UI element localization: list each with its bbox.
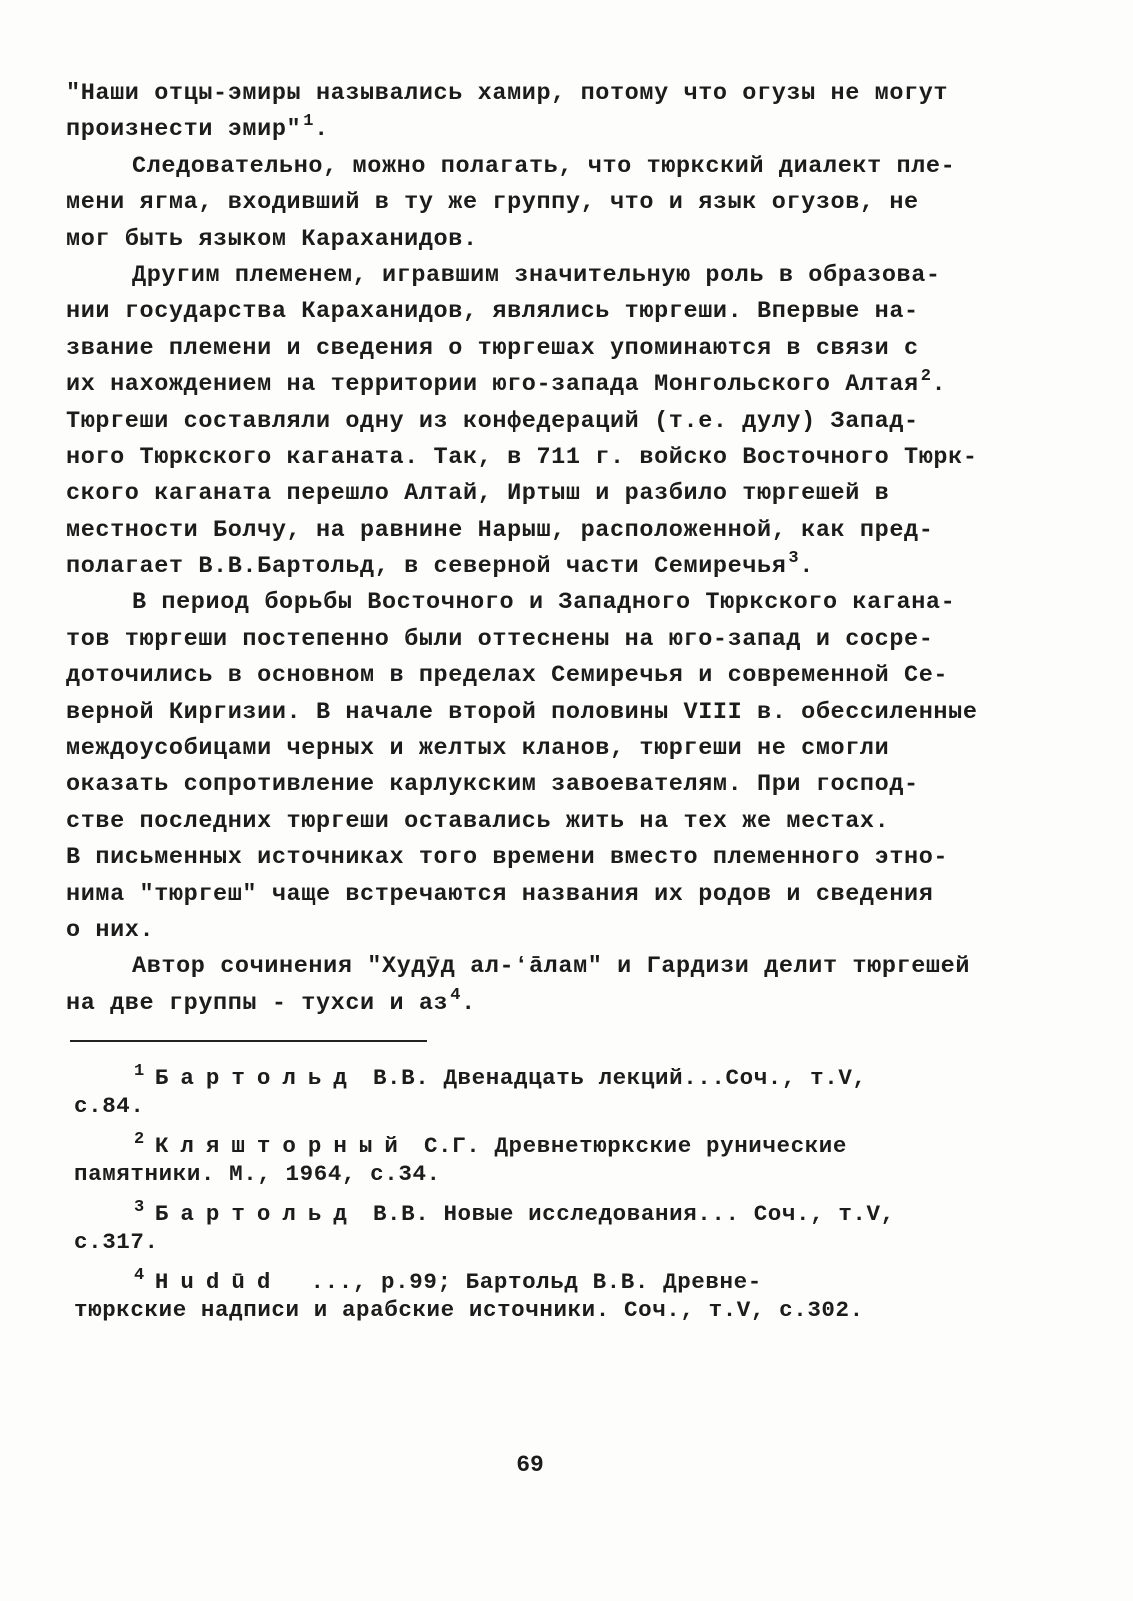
footnote-line — [70, 1055, 1050, 1089]
text-line-content: их нахождением на территории юго-запада Монгольского Алтая — [66, 371, 919, 399]
footnote-line — [70, 1191, 1050, 1225]
text-line — [66, 549, 1046, 585]
text-line — [66, 185, 1046, 221]
text-line-content: о них. — [66, 916, 155, 944]
text-line — [66, 513, 1046, 549]
footnote-reference: 1 — [303, 112, 315, 132]
footnote-text: ..., p.99; Бартольд В.В. Древне- — [282, 1269, 762, 1295]
text-line-content: тов тюргеши постепенно были оттеснены на юго-запад и сосре- — [66, 625, 934, 653]
footnote-reference: 2 — [920, 367, 932, 387]
text-line-content: оказать сопротивление карлукским завоевателям. При господ- — [66, 771, 919, 799]
text-line-content: мени ягма, входивший в ту же группу, что и язык огузов, не — [66, 189, 919, 217]
main-text — [66, 76, 1046, 1022]
footnotes — [70, 1055, 1050, 1327]
text-line — [66, 877, 1046, 913]
text-line — [66, 986, 1046, 1022]
text-line — [66, 149, 1046, 185]
text-line-tail: . — [799, 553, 814, 581]
text-line-content: на две группы - тухси и аз — [66, 989, 449, 1017]
text-line-content: Тюргеши составляли одну из конфедераций (т.е. дулу) Запад- — [66, 407, 919, 435]
text-line — [66, 840, 1046, 876]
footnote-author: Бартольд — [154, 1201, 359, 1227]
text-line-content: произнести эмир" — [66, 116, 302, 144]
footnote-number: 2 — [134, 1130, 145, 1149]
text-line-tail: . — [314, 116, 329, 144]
text-line — [66, 804, 1046, 840]
text-line — [66, 913, 1046, 949]
text-line — [66, 585, 1046, 621]
text-line — [66, 440, 1046, 476]
text-line-content: верной Киргизии. В начале второй половины VIII в. обессиленные — [66, 698, 978, 726]
text-line-content: ного Тюркского каганата. Так, в 711 г. войско Восточного Тюрк- — [66, 443, 978, 471]
footnote-number: 3 — [134, 1198, 145, 1217]
text-line — [66, 622, 1046, 658]
text-line-content: Другим племенем, игравшим значительную роль в образова- — [132, 261, 941, 289]
text-line — [66, 258, 1046, 294]
text-line-tail: . — [461, 989, 476, 1017]
text-line-content: местности Болчу, на равнине Нарыш, расположенной, как пред- — [66, 516, 934, 544]
footnote-text: В.В. Двенадцать лекций...Соч., т.V, — [358, 1065, 867, 1091]
text-line-content: полагает В.В.Бартольд, в северной части Семиречья — [66, 553, 787, 581]
text-line-content: "Наши отцы-эмиры назывались хамир, потому что огузы не могут — [66, 80, 949, 107]
footnote-reference: 4 — [450, 985, 462, 1005]
text-line-content: стве последних тюргеши оставались жить на тех же местах. — [66, 807, 890, 835]
text-line — [66, 294, 1046, 330]
footnote-continuation: с.317. — [74, 1229, 159, 1255]
footnote-reference: 3 — [788, 549, 800, 569]
text-line — [66, 76, 1046, 112]
text-line — [66, 949, 1046, 985]
text-line — [66, 222, 1046, 258]
text-line-content: нима "тюргеш" чаще встречаются названия их родов и сведения — [66, 880, 934, 908]
text-line-tail: . — [931, 371, 947, 399]
footnote-line — [70, 1123, 1050, 1157]
text-line — [66, 112, 1046, 148]
text-line — [66, 476, 1046, 512]
footnote-author: Hudūd — [154, 1269, 283, 1295]
text-line — [66, 695, 1046, 731]
text-line-content: Следовательно, можно полагать, что тюркский диалект пле- — [132, 152, 956, 180]
text-line-content: нии государства Караханидов, являлись тюргеши. Впервые на- — [66, 298, 919, 326]
footnote-continuation: тюркские надписи и арабские источники. Соч., т.V, с.302. — [74, 1297, 864, 1323]
footnote-text: В.В. Новые исследования... Соч., т.V, — [358, 1201, 895, 1227]
text-line-content: В письменных источниках того времени вместо племенного этно- — [66, 844, 949, 872]
text-line — [66, 767, 1046, 803]
footnote-continuation: с.84. — [74, 1093, 145, 1119]
text-line-content: ского каганата перешло Алтай, Иртыш и разбило тюргешей в — [66, 480, 890, 508]
page-number: 69 — [516, 1452, 544, 1478]
text-line-content: Автор сочинения "Худӯд ал-ʻāлам" и Гардизи делит тюргешей — [132, 953, 971, 981]
text-line-content: В период борьбы Восточного и Западного Тюркского кагана- — [132, 589, 956, 617]
text-line-content: звание племени и сведения о тюргешах упоминаются в связи с — [66, 334, 919, 362]
footnote-divider — [70, 1040, 427, 1042]
footnote-number: 1 — [134, 1062, 145, 1081]
footnote-author: Кляшторный — [154, 1133, 410, 1159]
text-line-content: доточились в основном в пределах Семиречья и современной Се- — [66, 662, 949, 690]
text-line-content: мог быть языком Караханидов. — [66, 225, 478, 253]
text-line — [66, 367, 1046, 403]
text-line-content: междоусобицами черных и желтых кланов, тюргеши не смогли — [66, 735, 890, 763]
footnote-number: 4 — [134, 1266, 145, 1285]
text-line — [66, 404, 1046, 440]
footnote-line — [70, 1259, 1050, 1293]
footnote-continuation: памятники. М., 1964, с.34. — [74, 1161, 441, 1187]
text-line — [66, 731, 1046, 767]
footnote-author: Бартольд — [154, 1065, 359, 1091]
text-line — [66, 658, 1046, 694]
footnote-text: С.Г. Древнетюркские рунические — [409, 1133, 848, 1159]
text-line — [66, 331, 1046, 367]
